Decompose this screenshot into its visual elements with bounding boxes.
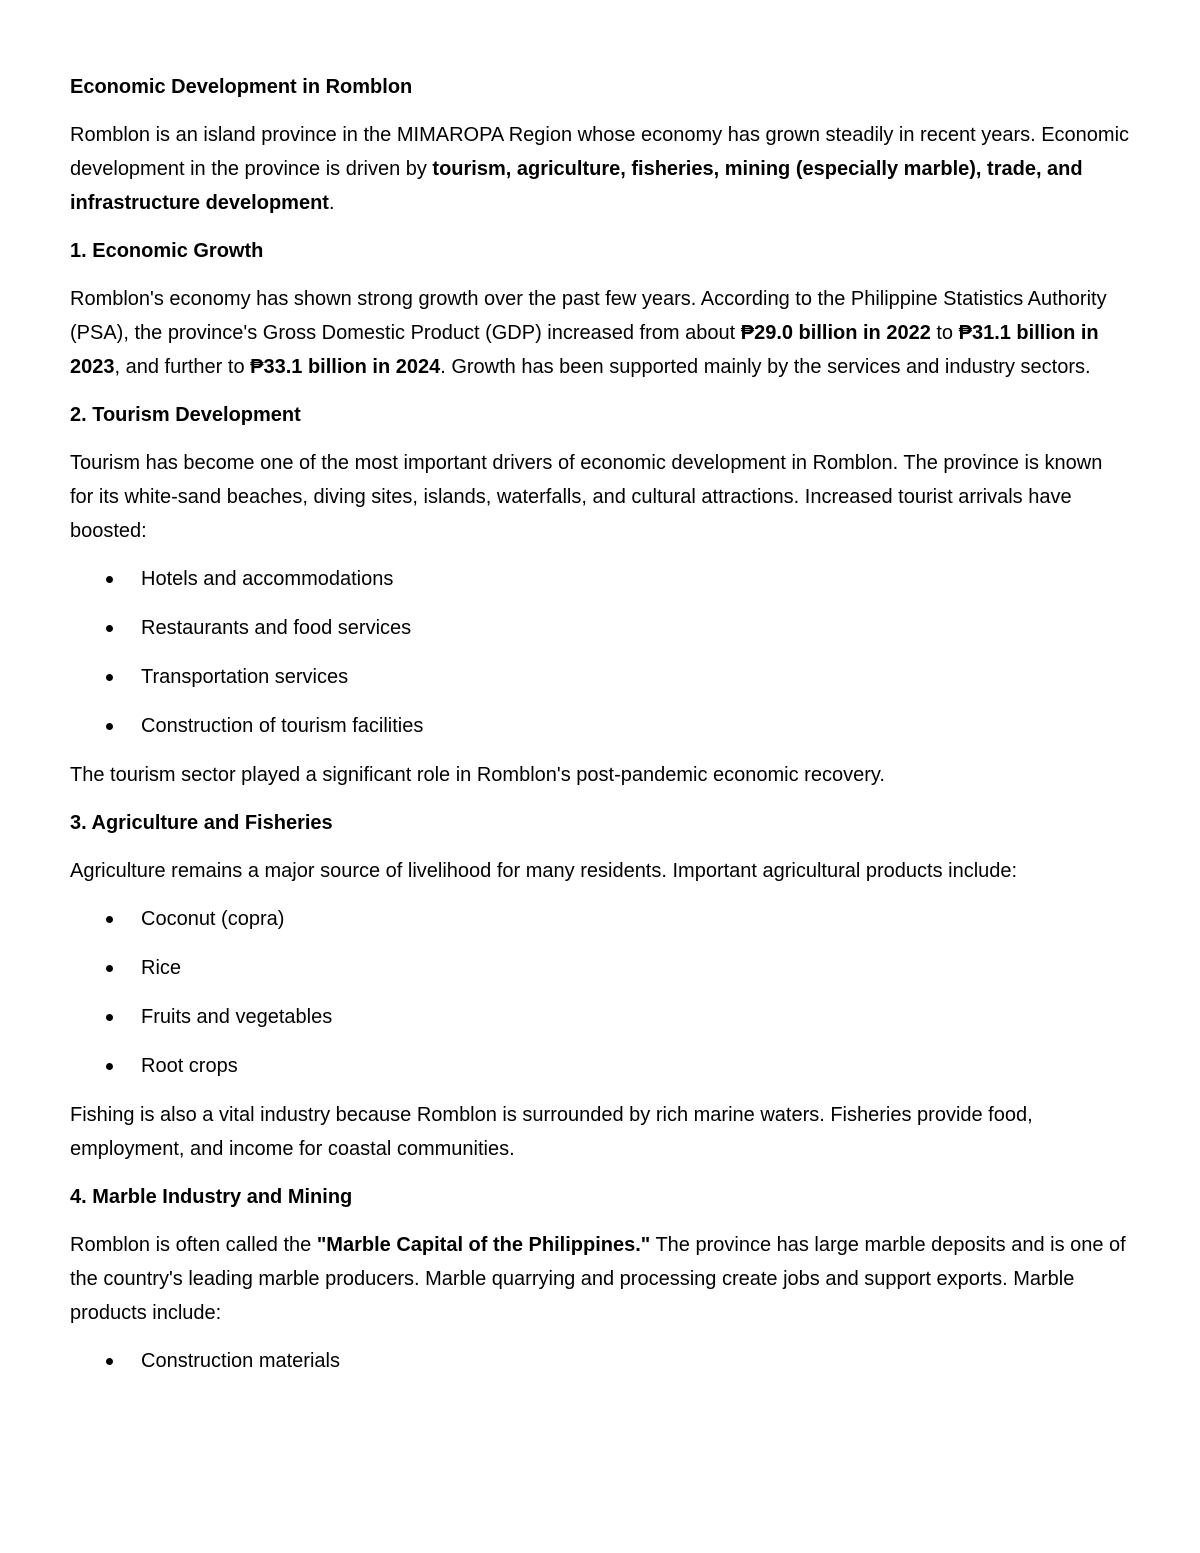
tourism-closing-paragraph: The tourism sector played a significant role in Romblon's post-pandemic economic recovery. (70, 764, 885, 786)
agriculture-paragraph: Agriculture remains a major source of livelihood for many residents. Important agricultural products include: (70, 860, 1018, 882)
agriculture-list (70, 902, 1130, 1083)
intro-paragraph (70, 118, 1130, 220)
fisheries-paragraph: Fishing is also a vital industry because Romblon is surrounded by rich marine waters. Fisheries provide food, employment, and income for coastal communities. (70, 1104, 1033, 1160)
list-item: Rice (70, 951, 1130, 985)
growth-gdp-2024: ₱33.1 billion in 2024 (250, 356, 441, 378)
list-item: Construction materials (70, 1344, 1130, 1378)
marble-capital-quote: "Marble Capital of the Philippines." (316, 1234, 651, 1256)
marble-text-c: The province has large marble deposits and is one of the country's leading marble producers. Marble quarrying and processing create jobs and support exports. Marble products include: (70, 1234, 1126, 1324)
growth-gdp-2023: ₱31.1 billion in 2023 (70, 322, 1099, 378)
list-item: Transportation services (70, 660, 1130, 694)
list-item: Restaurants and food services (70, 611, 1130, 645)
intro-text-bold: tourism, agriculture, fisheries, mining (especially marble), trade, and infrastructure development (70, 158, 1083, 214)
list-item: Coconut (copra) (70, 902, 1130, 936)
growth-gdp-2022: ₱29.0 billion in 2022 (740, 322, 931, 344)
list-item: Root crops (70, 1049, 1130, 1083)
marble-list (70, 1344, 1130, 1378)
section-heading-agriculture: 3. Agriculture and Fisheries (70, 812, 333, 834)
marble-text-a: Romblon is often called the (70, 1234, 317, 1256)
growth-text-c: to (930, 322, 959, 344)
intro-text-a: Romblon is an island province in the MIMAROPA Region whose economy has grown steadily in recent years. Economic development in the province is driven by (70, 124, 1130, 180)
economic-growth-paragraph (70, 282, 1130, 384)
tourism-list (70, 562, 1130, 743)
tourism-paragraph: Tourism has become one of the most important drivers of economic development in Romblon. The province is known for its white-sand beaches, diving sites, islands, waterfalls, and cultural attractions. Increased tourist arrivals have boosted: (70, 452, 1103, 542)
intro-text-c: . (328, 192, 335, 214)
growth-text-g: . Growth has been supported mainly by the services and industry sectors. (440, 356, 1091, 378)
growth-text-e: , and further to (114, 356, 251, 378)
list-item: Fruits and vegetables (70, 1000, 1130, 1034)
growth-text-a: Romblon's economy has shown strong growth over the past few years. According to the Philippine Statistics Authority (PSA), the province's Gross Domestic Product (GDP) increased from about (70, 288, 1107, 344)
list-item: Construction of tourism facilities (70, 709, 1130, 743)
list-item: Hotels and accommodations (70, 562, 1130, 596)
section-heading-economic-growth: 1. Economic Growth (70, 240, 264, 262)
marble-paragraph (70, 1228, 1130, 1330)
document-title: Economic Development in Romblon (70, 76, 413, 98)
section-heading-marble: 4. Marble Industry and Mining (70, 1186, 353, 1208)
section-heading-tourism: 2. Tourism Development (70, 404, 301, 426)
